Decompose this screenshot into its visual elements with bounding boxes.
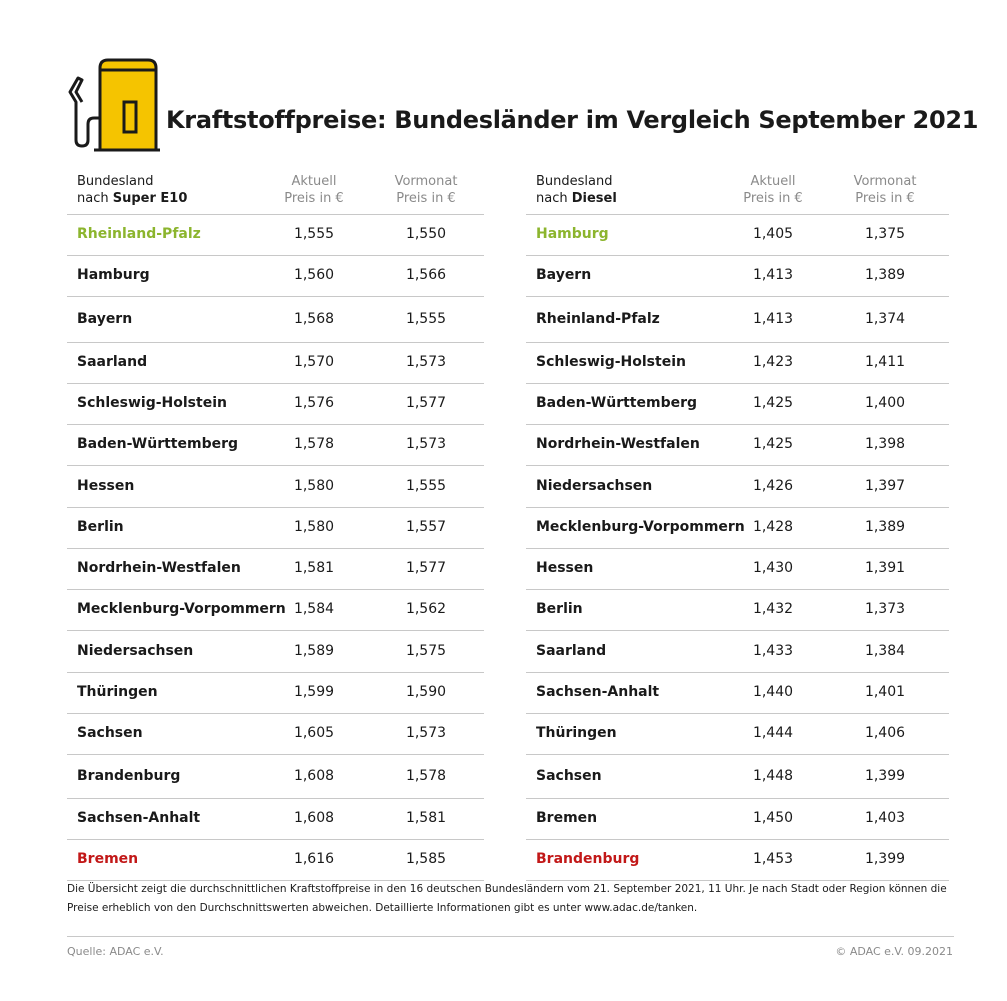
table-super-e10	[67, 172, 484, 881]
previous-price: 1,573	[405, 354, 447, 370]
table-row	[67, 297, 484, 343]
table-diesel	[526, 172, 949, 881]
current-price: 1,453	[752, 851, 794, 867]
state-name: Hessen	[77, 478, 135, 494]
previous-price: 1,575	[405, 643, 447, 659]
previous-price: 1,562	[405, 601, 447, 617]
table-header: Bundesland nach Super E10 Aktuell Preis in € Vormonat Preis in €	[67, 172, 484, 215]
current-price: 1,440	[752, 684, 794, 700]
current-price: 1,568	[293, 311, 335, 327]
state-name: Mecklenburg-Vorpommern	[77, 601, 286, 617]
table-row	[67, 256, 484, 297]
page-title: Kraftstoffpreise: Bundesländer im Vergleich September 2021	[166, 106, 979, 134]
current-price: 1,425	[752, 436, 794, 452]
table-row	[526, 799, 949, 840]
table-row	[526, 508, 949, 549]
state-name: Schleswig-Holstein	[536, 354, 686, 370]
current-price: 1,450	[752, 810, 794, 826]
state-name: Sachsen-Anhalt	[536, 684, 660, 700]
fuel-type-label: Super E10	[112, 191, 188, 206]
state-name: Nordrhein-Westfalen	[536, 436, 700, 452]
table-row	[67, 508, 484, 549]
table-row	[67, 466, 484, 508]
previous-price: 1,375	[864, 226, 906, 242]
previous-price: 1,566	[405, 267, 447, 283]
state-name: Schleswig-Holstein	[77, 395, 227, 411]
current-price: 1,570	[293, 354, 335, 370]
current-price: 1,576	[293, 395, 335, 411]
current-price: 1,413	[752, 267, 794, 283]
previous-price: 1,400	[864, 395, 906, 411]
state-name: Rheinland-Pfalz	[77, 226, 201, 242]
table-header: Bundesland nach Diesel Aktuell Preis in € Vormonat Preis in €	[526, 172, 949, 215]
table-row	[526, 755, 949, 799]
previous-price: 1,411	[864, 354, 906, 370]
previous-price: 1,399	[864, 851, 906, 867]
state-name: Bayern	[536, 267, 592, 283]
state-name: Mecklenburg-Vorpommern	[536, 519, 745, 535]
current-price: 1,581	[293, 560, 335, 576]
previous-price: 1,577	[405, 395, 447, 411]
current-price: 1,589	[293, 643, 335, 659]
state-name: Hamburg	[536, 226, 609, 242]
previous-price: 1,555	[405, 478, 447, 494]
state-name: Bremen	[536, 810, 598, 826]
previous-price: 1,374	[864, 311, 906, 327]
current-price: 1,605	[293, 725, 335, 741]
table-row	[526, 297, 949, 343]
source-label: Quelle: ADAC e.V.	[67, 945, 164, 958]
table-row	[526, 840, 949, 881]
divider	[67, 936, 954, 937]
previous-price: 1,573	[405, 725, 447, 741]
current-price: 1,608	[293, 768, 335, 784]
table-row	[526, 256, 949, 297]
copyright-label: © ADAC e.V. 09.2021	[835, 945, 953, 958]
previous-price: 1,384	[864, 643, 906, 659]
current-price: 1,413	[752, 311, 794, 327]
state-name: Rheinland-Pfalz	[536, 311, 660, 327]
table-row	[67, 425, 484, 466]
state-name: Sachsen	[536, 768, 602, 784]
table-row	[526, 714, 949, 755]
previous-price: 1,398	[864, 436, 906, 452]
table-row	[67, 590, 484, 631]
previous-price: 1,578	[405, 768, 447, 784]
previous-price: 1,373	[864, 601, 906, 617]
current-price: 1,584	[293, 601, 335, 617]
table-row	[67, 343, 484, 384]
previous-price: 1,403	[864, 810, 906, 826]
table-row	[526, 215, 949, 256]
current-price: 1,433	[752, 643, 794, 659]
table-row	[526, 631, 949, 673]
table-row	[526, 466, 949, 508]
state-name: Sachsen-Anhalt	[77, 810, 201, 826]
fuel-pump-icon	[62, 58, 162, 153]
table-row	[67, 549, 484, 590]
fuel-type-label: Diesel	[571, 191, 617, 206]
table-row	[67, 714, 484, 755]
state-name: Bremen	[77, 851, 139, 867]
state-name: Bayern	[77, 311, 133, 327]
previous-price: 1,573	[405, 436, 447, 452]
previous-price: 1,557	[405, 519, 447, 535]
table-row	[526, 673, 949, 714]
table-row	[67, 384, 484, 425]
current-price: 1,405	[752, 226, 794, 242]
state-name: Brandenburg	[77, 768, 181, 784]
current-price: 1,608	[293, 810, 335, 826]
table-row	[67, 673, 484, 714]
table-row	[67, 799, 484, 840]
table-row	[526, 425, 949, 466]
previous-price: 1,389	[864, 267, 906, 283]
previous-price: 1,401	[864, 684, 906, 700]
state-name: Hamburg	[77, 267, 150, 283]
current-price: 1,616	[293, 851, 335, 867]
current-price: 1,425	[752, 395, 794, 411]
current-price: 1,578	[293, 436, 335, 452]
table-row	[526, 384, 949, 425]
current-price: 1,580	[293, 478, 335, 494]
table-body	[526, 215, 949, 881]
table-row	[526, 549, 949, 590]
previous-price: 1,391	[864, 560, 906, 576]
state-name: Berlin	[536, 601, 583, 617]
state-name: Saarland	[536, 643, 607, 659]
state-name: Baden-Württemberg	[536, 395, 698, 411]
current-price: 1,432	[752, 601, 794, 617]
state-name: Niedersachsen	[536, 478, 653, 494]
current-price: 1,423	[752, 354, 794, 370]
current-price: 1,426	[752, 478, 794, 494]
state-name: Brandenburg	[536, 851, 640, 867]
previous-price: 1,581	[405, 810, 447, 826]
table-row	[526, 343, 949, 384]
previous-price: 1,590	[405, 684, 447, 700]
current-price: 1,599	[293, 684, 335, 700]
current-price: 1,428	[752, 519, 794, 535]
table-row	[67, 840, 484, 881]
state-name: Niedersachsen	[77, 643, 194, 659]
table-row	[67, 215, 484, 256]
current-price: 1,555	[293, 226, 335, 242]
state-name: Thüringen	[77, 684, 158, 700]
state-name: Sachsen	[77, 725, 143, 741]
previous-price: 1,550	[405, 226, 447, 242]
previous-price: 1,397	[864, 478, 906, 494]
state-name: Baden-Württemberg	[77, 436, 239, 452]
table-body	[67, 215, 484, 881]
current-price: 1,560	[293, 267, 335, 283]
state-name: Hessen	[536, 560, 594, 576]
previous-price: 1,585	[405, 851, 447, 867]
previous-price: 1,406	[864, 725, 906, 741]
state-name: Thüringen	[536, 725, 617, 741]
table-row	[526, 590, 949, 631]
table-row	[67, 631, 484, 673]
current-price: 1,444	[752, 725, 794, 741]
previous-price: 1,577	[405, 560, 447, 576]
table-row	[67, 755, 484, 799]
previous-price: 1,555	[405, 311, 447, 327]
state-name: Nordrhein-Westfalen	[77, 560, 241, 576]
previous-price: 1,399	[864, 768, 906, 784]
footnote: Die Übersicht zeigt die durchschnittlichen Kraftstoffpreise in den 16 deutschen Bundesländern vom 21. September 2021, 11 Uhr. Je nach Stadt oder Region können die Preise erheblich von den Durchschnittswerten abweichen. Detaillierte Informationen gibt es unter www.adac.de/tanken.	[67, 883, 947, 914]
state-name: Saarland	[77, 354, 148, 370]
state-name: Berlin	[77, 519, 124, 535]
previous-price: 1,389	[864, 519, 906, 535]
current-price: 1,448	[752, 768, 794, 784]
current-price: 1,430	[752, 560, 794, 576]
current-price: 1,580	[293, 519, 335, 535]
